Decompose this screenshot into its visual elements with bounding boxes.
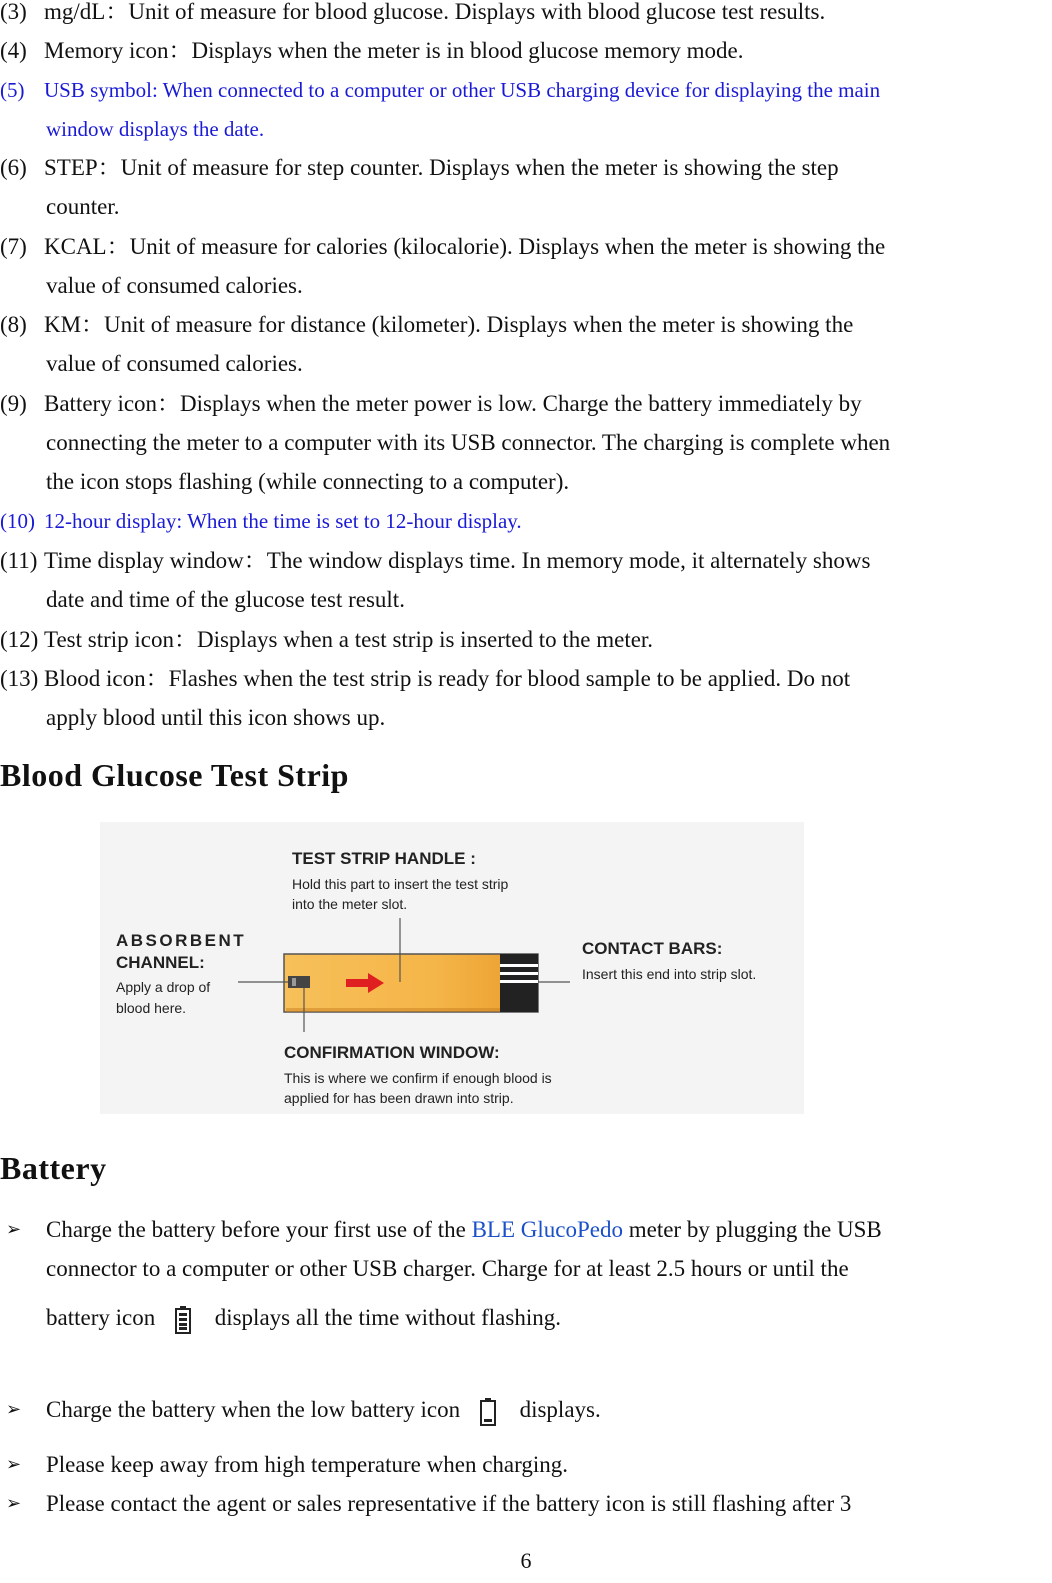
item-number: (7)	[0, 234, 27, 259]
item-12	[0, 620, 1048, 659]
bullet-text: Charge the battery when the low battery icon	[46, 1397, 461, 1422]
item-text-cont: the icon stops flashing (while connecting to a computer).	[46, 469, 570, 494]
absorbent-title-1: ABSORBENT	[116, 931, 247, 950]
item-text: Blood icon：Flashes when the test strip is ready for blood sample to be applied. Do not	[44, 666, 851, 691]
item-10	[0, 502, 1048, 541]
bullet-line	[0, 1210, 1048, 1249]
contact-bars	[500, 954, 538, 1012]
item-number: (3)	[0, 0, 27, 24]
item-6	[0, 148, 1048, 226]
item-text-cont: date and time of the glucose test result.	[46, 587, 405, 612]
strip-body	[284, 954, 538, 1012]
item-text-cont: value of consumed calories.	[46, 351, 303, 376]
item-text: 12-hour display: When the time is set to 12-hour display.	[44, 509, 522, 533]
item-text: Battery icon：Displays when the meter power is low. Charge the battery immediately by	[44, 391, 862, 416]
handle-title: TEST STRIP HANDLE :	[292, 849, 476, 868]
confirmation-window	[288, 976, 310, 988]
item-text-cont: counter.	[46, 194, 120, 219]
low-battery-icon	[480, 1398, 496, 1426]
confirmation-desc-1: This is where we confirm if enough blood is	[284, 1070, 552, 1086]
item-number: (6)	[0, 155, 27, 180]
absorbent-title-2: CHANNEL:	[116, 953, 205, 972]
absorbent-desc-1: Apply a drop of	[116, 979, 211, 995]
item-number: (4)	[0, 38, 27, 63]
item-3	[0, 0, 1048, 31]
bullet-line: Please contact the agent or sales representative if the battery icon is still flashing after 3	[46, 1491, 852, 1516]
item-text: KCAL：Unit of measure for calories (kilocalorie). Displays when the meter is showing the	[44, 234, 886, 259]
bullet-text: meter by plugging the USB	[622, 1217, 882, 1242]
item-text-cont: apply blood until this icon shows up.	[46, 705, 386, 730]
absorbent-desc-2: blood here.	[116, 1000, 187, 1016]
item-text-cont: connecting the meter to a computer with its USB connector. The charging is complete when	[46, 430, 891, 455]
handle-desc-1: Hold this part to insert the test strip	[292, 876, 509, 892]
confirmation-desc-2: applied for has been drawn into strip.	[284, 1090, 514, 1106]
bullet-text: displays all the time without flashing.	[214, 1305, 561, 1330]
bullet-arrow-icon: ➢	[6, 1219, 22, 1240]
item-number: (13)	[0, 666, 39, 691]
contact-title: CONTACT BARS:	[582, 939, 723, 958]
handle-desc-2: into the meter slot.	[292, 896, 408, 912]
item-number: (11)	[0, 548, 38, 573]
bullet-text: Charge the battery before your first use of the	[46, 1217, 472, 1242]
bullet-line	[0, 1390, 1048, 1429]
page-number: 6	[520, 1548, 532, 1573]
item-number: (5)	[0, 78, 25, 102]
confirmation-title: CONFIRMATION WINDOW:	[284, 1043, 500, 1062]
bullet-text: displays.	[519, 1397, 601, 1422]
item-text-cont: value of consumed calories.	[46, 273, 303, 298]
item-number: (10)	[0, 509, 35, 533]
contact-desc: Insert this end into strip slot.	[582, 966, 757, 982]
item-text: Memory icon：Displays when the meter is in blood glucose memory mode.	[44, 38, 744, 63]
bullet-line	[0, 1298, 1048, 1337]
battery-bullet-2	[0, 1390, 1048, 1429]
bullet-line: connector to a computer or other USB charger. Charge for at least 2.5 hours or until the	[46, 1256, 849, 1281]
item-text-cont: window displays the date.	[46, 117, 265, 141]
bullet-line: Please keep away from high temperature when charging.	[46, 1452, 568, 1477]
bullet-text: battery icon	[46, 1305, 156, 1330]
item-5	[0, 71, 1048, 149]
item-text: KM：Unit of measure for distance (kilometer). Displays when the meter is showing the	[44, 312, 854, 337]
item-11	[0, 541, 1048, 619]
item-8	[0, 305, 1048, 383]
item-text: USB symbol: When connected to a computer or other USB charging device for displaying the main	[44, 78, 881, 102]
bullet-arrow-icon: ➢	[6, 1399, 22, 1420]
bullet-arrow-icon: ➢	[6, 1454, 22, 1475]
item-4	[0, 31, 1048, 70]
battery-bullet-3	[0, 1445, 1048, 1484]
item-13	[0, 659, 1048, 737]
section-heading-battery: Battery	[0, 1150, 107, 1186]
item-text: mg/dL：Unit of measure for blood glucose. Displays with blood glucose test results.	[44, 0, 826, 24]
item-number: (9)	[0, 391, 27, 416]
battery-bullet-1	[0, 1210, 1048, 1337]
item-text: STEP：Unit of measure for step counter. Displays when the meter is showing the step	[44, 155, 839, 180]
item-9	[0, 384, 1048, 501]
item-number: (8)	[0, 312, 27, 337]
item-number: (12)	[0, 627, 39, 652]
bullet-arrow-icon: ➢	[6, 1493, 22, 1514]
item-text: Test strip icon：Displays when a test strip is inserted to the meter.	[44, 627, 654, 652]
battery-bullet-4	[0, 1484, 1048, 1523]
full-battery-icon	[175, 1306, 191, 1334]
item-7	[0, 227, 1048, 305]
test-strip-diagram	[100, 822, 804, 1114]
item-text: Time display window：The window displays time. In memory mode, it alternately shows	[44, 548, 871, 573]
section-heading-test-strip: Blood Glucose Test Strip	[0, 757, 349, 793]
brand-name: BLE GlucoPedo	[471, 1217, 623, 1242]
